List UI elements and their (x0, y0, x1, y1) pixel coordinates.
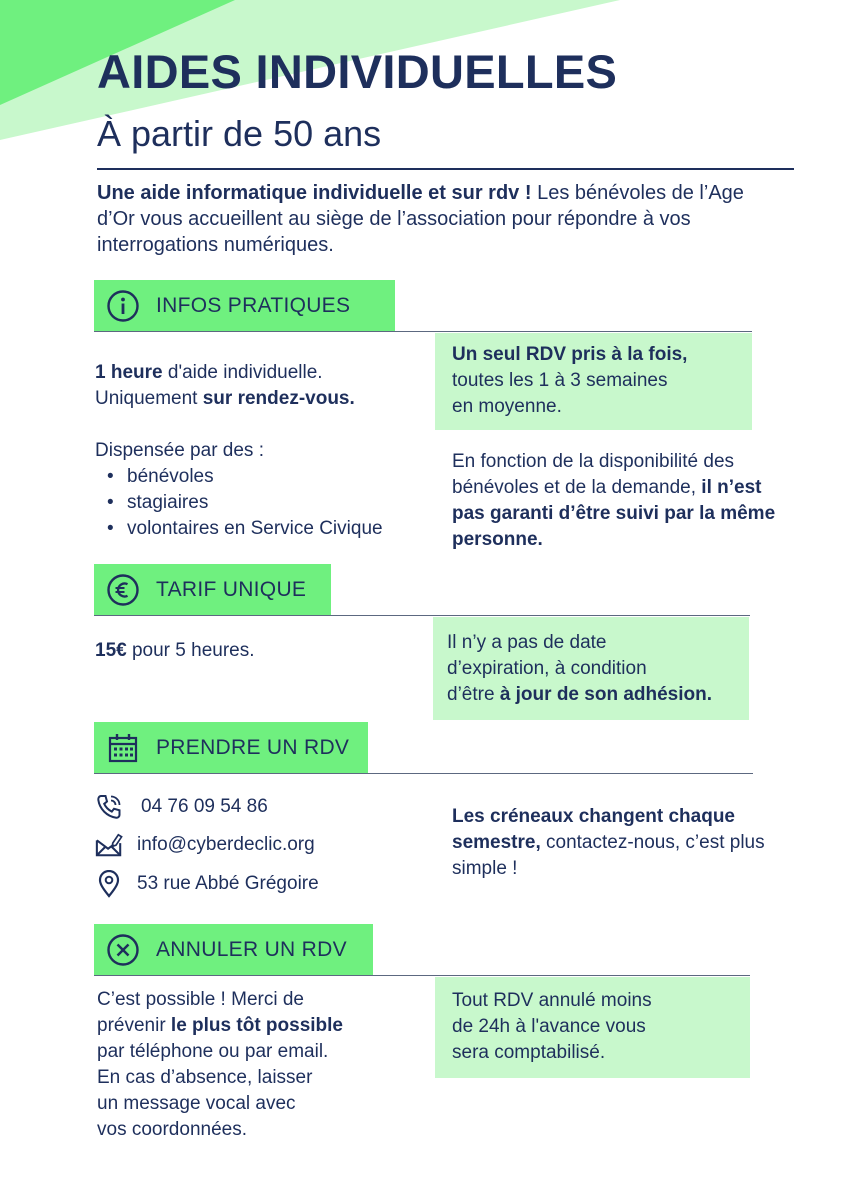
late-cancel-line: Tout RDV annulé moins (452, 990, 652, 1011)
section-header-tarif (94, 564, 331, 616)
cancel-line: C’est possible ! Merci de (97, 989, 304, 1010)
calendar-icon (105, 730, 141, 766)
appointment-text: Uniquement (95, 388, 203, 409)
euro-icon (105, 572, 141, 608)
schedule-bold: Les créneaux changent chaque semestre, (452, 806, 735, 853)
providers-info (95, 438, 435, 542)
close-circle-icon (105, 932, 141, 968)
section-header-cancel (94, 924, 373, 976)
expiration-line: Il n’y a pas de date (447, 632, 607, 653)
availability-bold: il n’est pas garanti d’être suivi par la même personne. (452, 477, 776, 550)
frequency-box (435, 333, 752, 430)
cancel-line: vos coordonnées. (97, 1119, 247, 1140)
contact-phone (95, 793, 268, 821)
schedule-text: contactez-nous, c’est plus simple ! (452, 832, 765, 879)
appointment-bold: sur rendez-vous. (202, 388, 355, 409)
section-title: TARIF UNIQUE (156, 578, 307, 601)
cancel-text: prévenir (97, 1015, 171, 1036)
schedule-note (452, 804, 772, 882)
hour-bold: 1 heure (95, 362, 163, 383)
frequency-bold: Un seul RDV pris à la fois, (452, 344, 688, 365)
cancel-line: En cas d’absence, laisser (97, 1067, 313, 1088)
cancel-instructions (97, 987, 417, 1143)
frequency-line: toutes les 1 à 3 semaines (452, 370, 668, 391)
intro-text: Les bénévoles de l’Age d’Or vous accueillent au siège de l’association pour répondre à vos interrogations numériques. (97, 182, 744, 256)
email-address[interactable]: info@cyberdeclic.org (137, 834, 315, 855)
section-title: ANNULER UN RDV (156, 938, 347, 961)
intro-bold: Une aide informatique individuelle et sur rdv ! (97, 182, 532, 204)
section-header-infos (94, 280, 395, 332)
availability-note (452, 449, 782, 553)
intro-paragraph (97, 180, 777, 258)
street-address: 53 rue Abbé Grégoire (137, 873, 319, 894)
price-info (95, 638, 415, 664)
section-title: INFOS PRATIQUES (156, 294, 351, 317)
title-divider (97, 168, 794, 170)
phone-icon (95, 793, 123, 821)
expiration-bold: à jour de son adhésion. (499, 684, 713, 705)
section-divider (94, 331, 752, 332)
frequency-line: en moyenne. (452, 396, 562, 417)
expiration-text: d’être (447, 684, 500, 705)
price-text: pour 5 heures. (126, 640, 255, 661)
section-divider (94, 615, 750, 616)
mail-icon (95, 831, 123, 859)
section-divider (94, 975, 750, 976)
session-info (95, 360, 425, 412)
section-header-rdv (94, 722, 368, 774)
page-title: AIDES INDIVIDUELLES (97, 45, 618, 98)
expiration-box (433, 617, 749, 720)
contact-address (95, 870, 319, 898)
corner-decoration (0, 0, 842, 200)
phone-number[interactable]: 04 76 09 54 86 (141, 796, 268, 817)
cancel-line: un message vocal avec (97, 1093, 296, 1114)
expiration-line: d’expiration, à condition (447, 658, 647, 679)
availability-text: En fonction de la disponibilité des bénévoles et de la demande, (452, 451, 735, 498)
page-subtitle: À partir de 50 ans (97, 113, 382, 154)
late-cancel-line: sera comptabilisé. (452, 1042, 606, 1063)
providers-list (95, 464, 435, 542)
location-pin-icon (95, 870, 123, 898)
cancel-bold: le plus tôt possible (170, 1015, 343, 1036)
providers-label: Dispensée par des : (95, 440, 264, 461)
section-title: PRENDRE UN RDV (156, 736, 350, 759)
list-item: • volontaires en Service Civique (95, 516, 435, 542)
section-divider (94, 773, 753, 774)
late-cancel-line: de 24h à l'avance vous (452, 1016, 646, 1037)
cancel-line: par téléphone ou par email. (97, 1041, 329, 1062)
list-item: • bénévoles (95, 464, 435, 490)
price-bold: 15€ (95, 640, 127, 661)
hour-text: d'aide individuelle. (162, 362, 323, 383)
late-cancel-box (435, 977, 750, 1078)
contact-email (95, 831, 315, 859)
list-item: • stagiaires (95, 490, 435, 516)
info-icon (105, 288, 141, 324)
